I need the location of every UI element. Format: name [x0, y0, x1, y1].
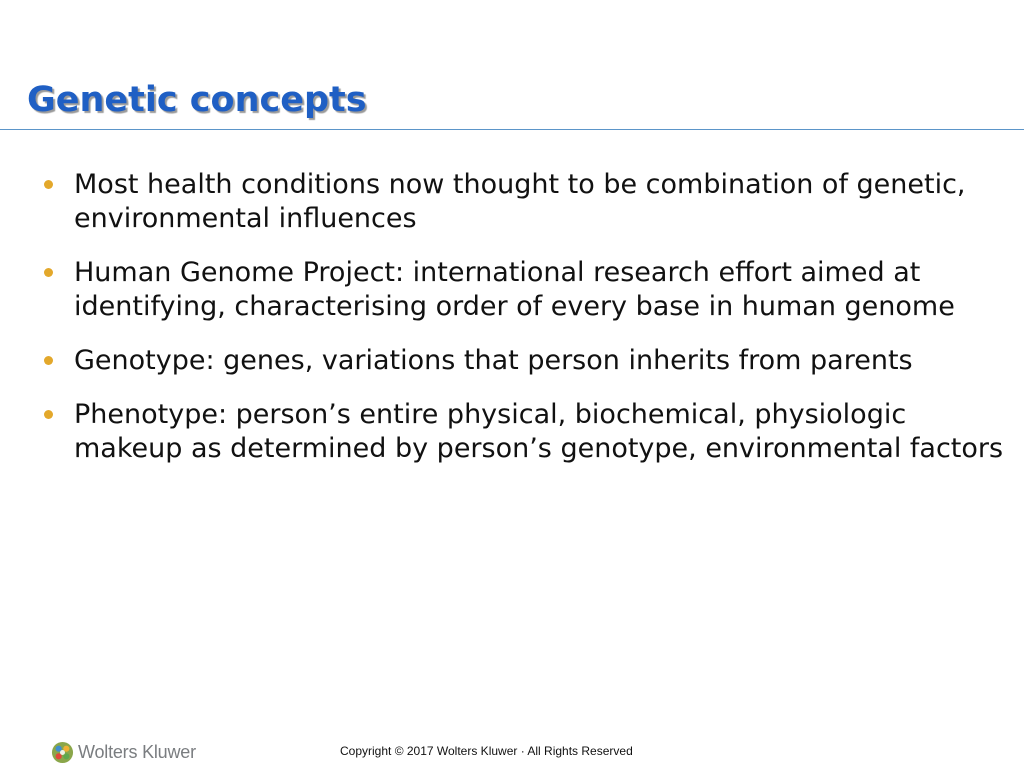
wolters-kluwer-logo-icon	[51, 741, 74, 764]
bullet-list	[0, 168, 1024, 486]
bullet-text: Most health conditions now thought to be combination of genetic, environmental influences	[74, 169, 966, 234]
bullet-text: Genotype: genes, variations that person inherits from parents	[74, 345, 913, 376]
bullet-item	[0, 168, 1024, 236]
slide-title: Genetic concepts	[27, 80, 367, 120]
bullet-item	[0, 344, 1024, 378]
title-divider	[0, 129, 1024, 130]
bullet-dot-icon	[44, 356, 53, 365]
bullet-item	[0, 398, 1024, 466]
logo-text: Wolters Kluwer	[78, 741, 196, 762]
bullet-dot-icon	[44, 410, 53, 419]
bullet-text: Phenotype: person’s entire physical, biochemical, physiologic makeup as determined by person’s genotype, environmental factors	[74, 399, 1004, 464]
bullet-text: Human Genome Project: international research effort aimed at identifying, characterising order of every base in human genome	[74, 257, 955, 322]
bullet-dot-icon	[44, 268, 53, 277]
copyright-text: Copyright © 2017 Wolters Kluwer · All Rights Reserved	[340, 744, 633, 758]
bullet-dot-icon	[44, 180, 53, 189]
bullet-item	[0, 256, 1024, 324]
wolters-kluwer-logo	[51, 739, 196, 765]
